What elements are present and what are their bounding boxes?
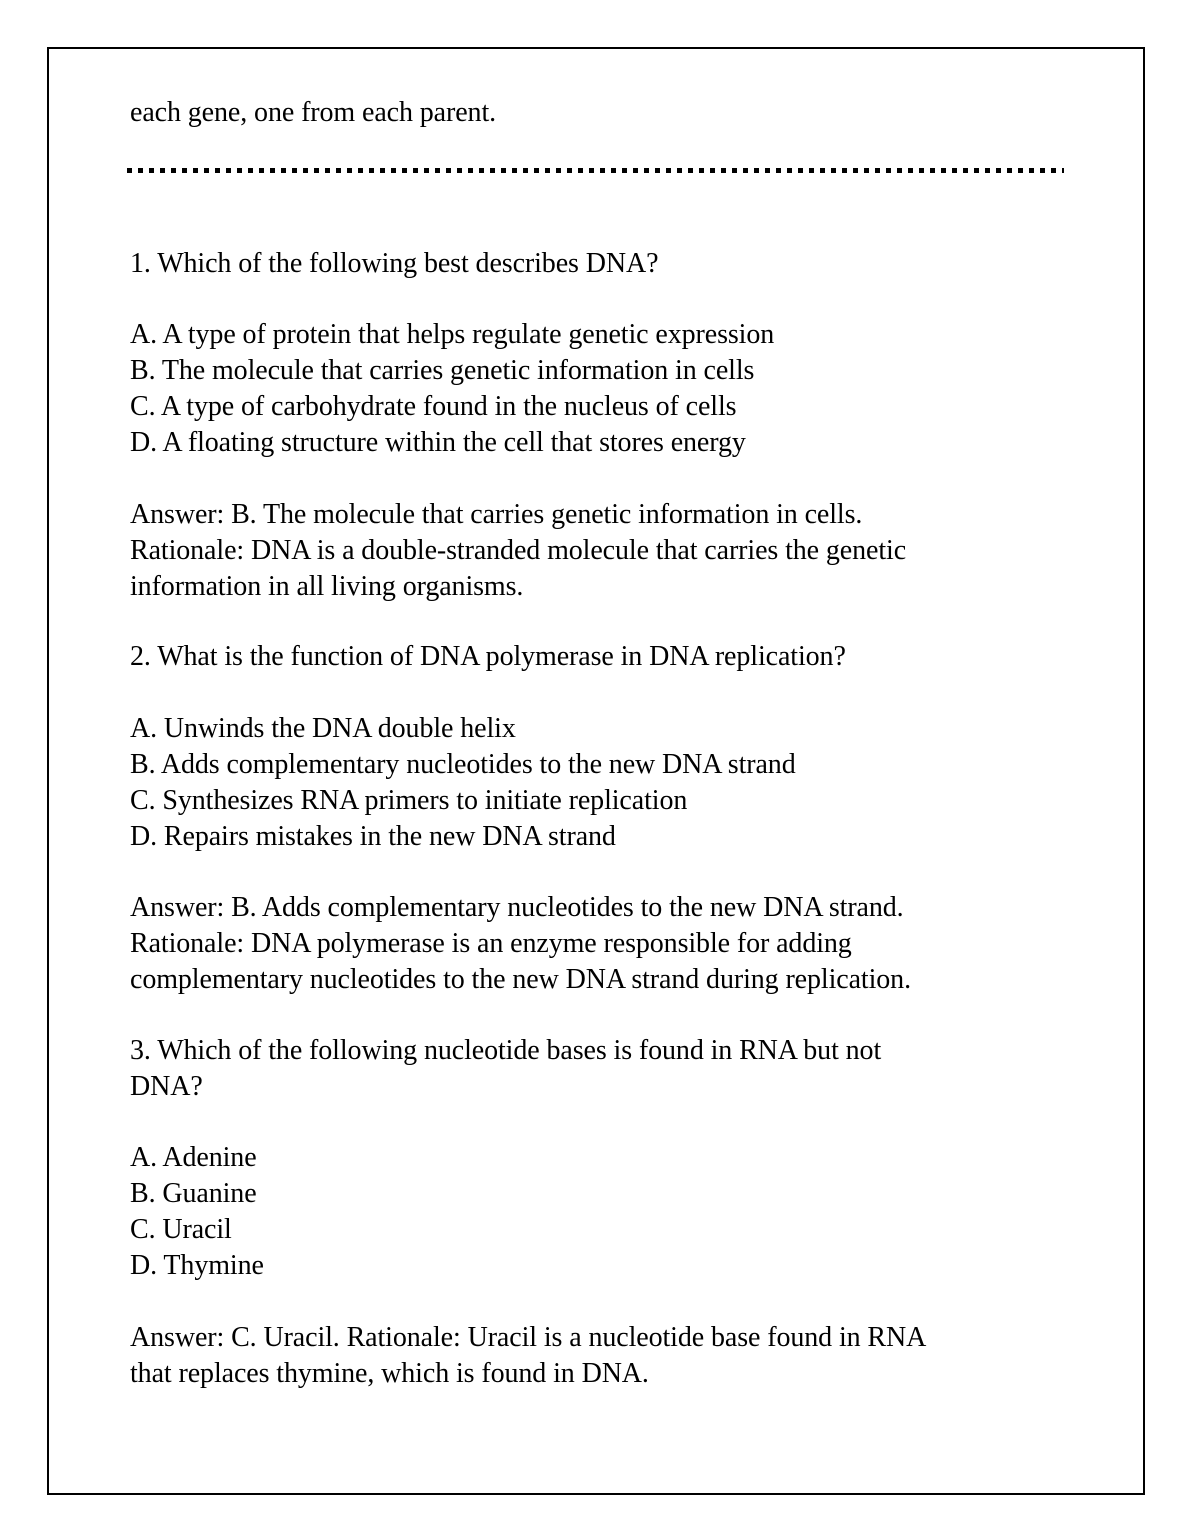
option-b: B. Guanine [130,1178,257,1209]
option-c: C. Synthesizes RNA primers to initiate replication [130,785,688,816]
option-a: A. Adenine [130,1142,257,1173]
option-d: D. Thymine [130,1250,264,1281]
rationale-line: that replaces thymine, which is found in DNA. [130,1358,649,1389]
question-prompt-continued: DNA? [130,1071,203,1102]
option-a: A. A type of protein that helps regulate genetic expression [130,319,775,350]
answer-line: Answer: B. The molecule that carries genetic information in cells. [130,499,863,530]
continuation-text: each gene, one from each parent. [130,97,497,128]
option-d: D. Repairs mistakes in the new DNA strand [130,821,616,852]
rationale-line: information in all living organisms. [130,571,524,602]
question-prompt: 2. What is the function of DNA polymerase in DNA replication? [130,641,846,672]
option-c: C. A type of carbohydrate found in the nucleus of cells [130,391,737,422]
rationale-line: Rationale: DNA is a double-stranded molecule that carries the genetic [130,535,907,566]
option-a: A. Unwinds the DNA double helix [130,713,516,744]
dotted-separator [127,168,1064,173]
option-b: B. The molecule that carries genetic information in cells [130,355,755,386]
question-prompt: 1. Which of the following best describes DNA? [130,248,659,279]
answer-line: Answer: B. Adds complementary nucleotides to the new DNA strand. [130,892,904,923]
option-d: D. A floating structure within the cell that stores energy [130,427,746,458]
answer-line: Answer: C. Uracil. Rationale: Uracil is a nucleotide base found in RNA [130,1322,927,1353]
rationale-line: Rationale: DNA polymerase is an enzyme responsible for adding [130,928,852,959]
question-prompt: 3. Which of the following nucleotide bases is found in RNA but not [130,1035,882,1066]
rationale-line: complementary nucleotides to the new DNA strand during replication. [130,964,911,995]
option-c: C. Uracil [130,1214,232,1245]
option-b: B. Adds complementary nucleotides to the new DNA strand [130,749,796,780]
